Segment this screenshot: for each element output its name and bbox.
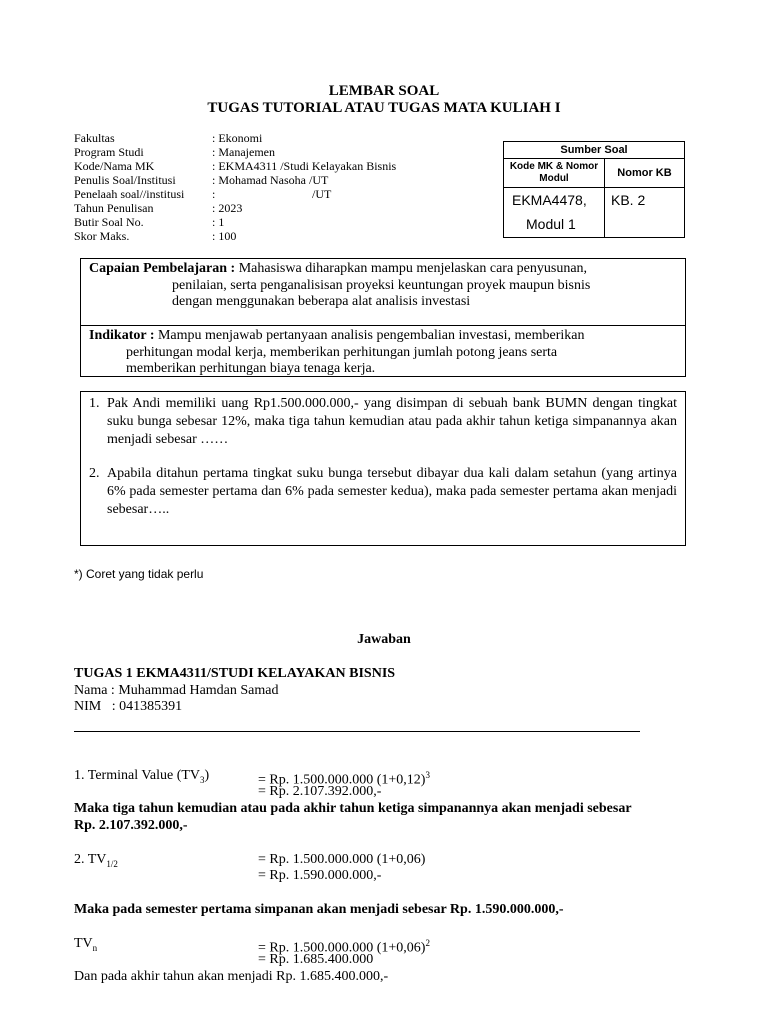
indikator-line1: [89, 327, 584, 344]
source-table-title: Sumber Soal: [504, 142, 685, 159]
answer-2-eq1: = Rp. 1.500.000.000 (1+0,06): [258, 852, 426, 867]
capaian-line1: [89, 260, 587, 277]
answer-3-label: [74, 935, 97, 957]
indikator-line3: memberikan perhitungan biaya tenaga kerja.: [126, 361, 376, 376]
answer-3-final: Dan pada akhir tahun akan menjadi Rp. 1.685.400.000,-: [74, 969, 389, 984]
meta-value: : Manajemen: [212, 145, 275, 159]
answer-3-eq1-text: = Rp. 1.500.000.000 (1+0,06): [258, 940, 426, 956]
capaian-indikator-box: [80, 258, 686, 377]
meta-row-penelaah: [0, 187, 500, 201]
meta-extra: /UT: [312, 187, 332, 201]
page-subtitle: TUGAS TUTORIAL ATAU TUGAS MATA KULIAH I: [207, 100, 561, 116]
source-col1-line1: EKMA4478,: [512, 192, 587, 208]
meta-value: : Mohamad Nasoha /UT: [212, 173, 329, 187]
capaian-label: Capaian Pembelajaran :: [89, 261, 236, 276]
meta-row-butir: [0, 215, 500, 229]
meta-value: :: [212, 187, 216, 201]
student-nim: NIM : 041385391: [74, 699, 183, 714]
meta-row-skor: [0, 229, 500, 243]
meta-row-penulis: [0, 173, 500, 187]
source-col1-value: [504, 188, 605, 238]
meta-label: Skor Maks.: [74, 229, 130, 243]
meta-label: Program Studi: [74, 145, 144, 159]
answer-1-eq2: = Rp. 2.107.392.000,-: [258, 784, 382, 799]
student-name: Nama : Muhammad Hamdan Samad: [74, 683, 279, 698]
answer-2-eq2: = Rp. 1.590.000.000,-: [258, 868, 382, 883]
capaian-line2: penilaian, serta penganalisisan proyeksi keuntungan proyek maupun bisnis: [172, 278, 591, 293]
answer-2-label: [74, 851, 118, 873]
meta-label: Butir Soal No.: [74, 215, 144, 229]
divider: [81, 325, 685, 326]
answer-3-eq2: = Rp. 1.685.400.000: [258, 952, 374, 967]
answer-1-sub: 3: [200, 774, 205, 785]
answer-title: TUGAS 1 EKMA4311/STUDI KELAYAKAN BISNIS: [74, 666, 396, 681]
page-title: LEMBAR SOAL: [328, 83, 440, 99]
indikator-text: Mampu menjawab pertanyaan analisis pengembalian investasi, memberikan: [154, 328, 585, 343]
question-1-text: Pak Andi memiliki uang Rp1.500.000.000,- yang disimpan di sebuah bank BUMN dengan tingkat suku bunga sebesar 12%, maka tiga tahun kemudian atau pada akhir tahun ketiga simpanannya akan menjadi sebesar ……: [107, 396, 677, 447]
answer-1-label-text: 1. Terminal Value (TV: [74, 768, 201, 783]
questions-box: [80, 391, 686, 546]
meta-label: Tahun Penulisan: [74, 201, 154, 215]
meta-value: : EKMA4311 /Studi Kelayakan Bisnis: [212, 159, 397, 173]
meta-value: : 1: [212, 215, 225, 229]
separator-line: [74, 731, 640, 732]
meta-label: Kode/Nama MK: [74, 159, 155, 173]
answer-2-label-text: 2. TV: [74, 852, 107, 867]
footnote: *) Coret yang tidak perlu: [74, 567, 204, 581]
answer-2-sub: 1/2: [106, 858, 118, 869]
indikator-label: Indikator :: [89, 328, 155, 343]
answer-1-eq1-text: = Rp. 1.500.000.000 (1+0,12): [258, 772, 426, 788]
indikator-line2: perhitungan modal kerja, memberikan perhitungan jumlah potong jeans serta: [126, 345, 558, 360]
meta-row-tahun: [0, 201, 500, 215]
answer-3-label-text: TV: [74, 936, 93, 951]
answer-3-eq1-sup: 2: [425, 938, 430, 948]
meta-row-fakultas: [0, 131, 500, 145]
source-col1-header: Kode MK & Nomor Modul: [504, 159, 605, 188]
meta-row-prodi: [0, 145, 500, 159]
question-2-text: Apabila ditahun pertama tingkat suku bunga tersebut dibayar dua kali dalam setahun (yang artinya 6% pada semester pertama dan 6% pada semester kedua), maka pada semester pertama akan menjadi sebesar…..: [107, 466, 677, 517]
meta-label: Penelaah soal//institusi: [74, 187, 185, 201]
answer-heading: Jawaban: [357, 632, 411, 647]
answer-1-label: [74, 767, 209, 789]
meta-value: : 2023: [212, 201, 243, 215]
source-col2-header: Nomor KB: [605, 159, 685, 188]
meta-value: : Ekonomi: [212, 131, 263, 145]
capaian-line3: dengan menggunakan beberapa alat analisis investasi: [172, 294, 471, 309]
answer-1-eq1-sup: 3: [425, 770, 430, 780]
answer-2-conclusion: Maka pada semester pertama simpanan akan menjadi sebesar Rp. 1.590.000.000,-: [74, 902, 564, 917]
capaian-text: Mahasiswa diharapkan mampu menjelaskan cara penyusunan,: [235, 261, 588, 276]
source-table: [503, 141, 685, 238]
meta-row-kode-mk: [0, 159, 500, 173]
source-col1-line2: Modul 1: [526, 216, 576, 232]
answer-1-conclusion: Maka tiga tahun kemudian atau pada akhir tahun ketiga simpanannya akan menjadi sebesar Rp. 2.107.392.000,-: [74, 801, 632, 833]
meta-label: Fakultas: [74, 131, 115, 145]
answer-3-sub: n: [92, 942, 98, 953]
meta-value: : 100: [212, 229, 237, 243]
question-number: 1.: [89, 396, 100, 411]
meta-label: Penulis Soal/Institusi: [74, 173, 176, 187]
answer-1-label-end: ): [204, 768, 210, 783]
source-col2-value: KB. 2: [605, 188, 685, 238]
question-number: 2.: [89, 466, 100, 481]
